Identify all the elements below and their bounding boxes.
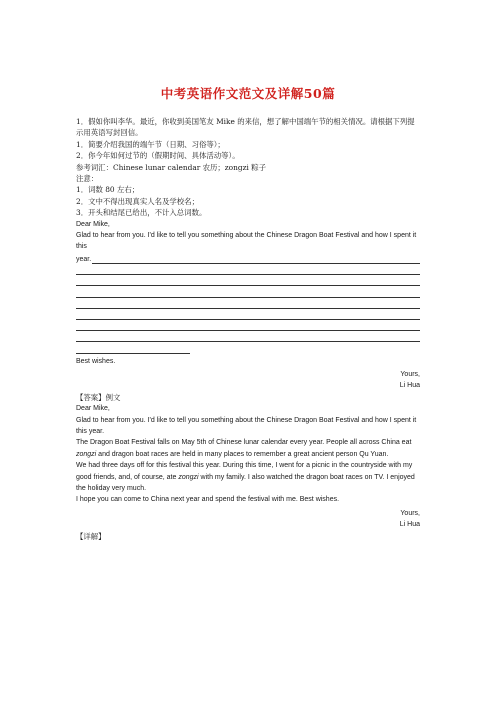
italic-word: zongzi: [76, 450, 97, 458]
writing-area[interactable]: [76, 253, 420, 354]
vocab-hint: 参考词汇：Chinese lunar calendar 农历；zongzi 粽子: [76, 162, 267, 172]
answer-paragraph-3: [76, 460, 420, 494]
writing-line: [76, 253, 420, 264]
question-point-1: 1．简要介绍我国的端午节（日期、习俗等）；: [76, 139, 225, 149]
writing-line: [76, 275, 420, 286]
prompt-name: Li Hua: [399, 382, 420, 390]
answer-label: 【答案】例文: [76, 392, 121, 402]
answer-name: Li Hua: [399, 521, 420, 529]
question-intro: 1．假如你叫李华。最近，你收到美国笔友 Mike 的来信，想了解中国端午节的相关情况。请根据下列提示用英语写封回信。: [76, 117, 415, 138]
document-body: [76, 116, 420, 542]
prompt-greeting: Dear Mike,: [76, 220, 110, 228]
note-3: 3．开头和结尾已给出，不计入总词数。: [76, 208, 207, 218]
italic-word: zongzi: [178, 473, 199, 481]
question-point-2: 2．你今年如何过节的（假期时间、具体活动等）。: [76, 151, 240, 161]
answer-paragraph-2: [76, 437, 420, 460]
writing-line: [76, 286, 420, 297]
answer-greeting: Dear Mike,: [76, 405, 110, 413]
answer-paragraph-1: Glad to hear from you. I'd like to tell you something about the Chinese Dragon Boat Festival and how I spent it this year.: [76, 416, 417, 435]
prompt-closing: Best wishes.: [76, 357, 116, 365]
note-1: 1．词数 80 左右；: [76, 185, 140, 195]
writing-line: [76, 309, 420, 320]
text-run: We had three days off for this festival this year. During this time, I went for a picnic in the countryside with my good friends, and, of course, ate: [76, 462, 413, 481]
writing-line-short: [76, 342, 190, 353]
prompt-signoff: Yours,: [400, 370, 420, 378]
page-title: 中考英语作文范文及详解50篇: [160, 86, 336, 101]
writing-line: [76, 298, 420, 309]
answer-signoff: Yours,: [400, 509, 420, 517]
line-fill: [92, 254, 420, 264]
prompt-opening: Glad to hear from you. I'd like to tell you something about the Chinese Dragon Boat Festival and how I spent it this: [76, 232, 417, 251]
writing-line: [76, 331, 420, 342]
text-run: and dragon boat races are held in many places to remember a great ancient person Qu Yuan.: [96, 450, 389, 458]
answer-paragraph-4: I hope you can come to China next year and spend the festival with me. Best wishes.: [76, 496, 340, 504]
explanation-label: 【详解】: [76, 531, 106, 541]
text-run: with my family. I also watched the dragon boat races on TV. I enjoyed the holiday very much.: [76, 473, 415, 493]
text-run: The Dragon Boat Festival falls on May 5th of Chinese lunar calendar every year. People all across China eat: [76, 439, 412, 447]
note-2: 2．文中不得出现真实人名及学校名；: [76, 196, 199, 206]
writing-line: [76, 320, 420, 331]
first-line-word: year.: [76, 256, 92, 264]
writing-line: [76, 264, 420, 275]
notes-label: 注意：: [76, 174, 99, 184]
